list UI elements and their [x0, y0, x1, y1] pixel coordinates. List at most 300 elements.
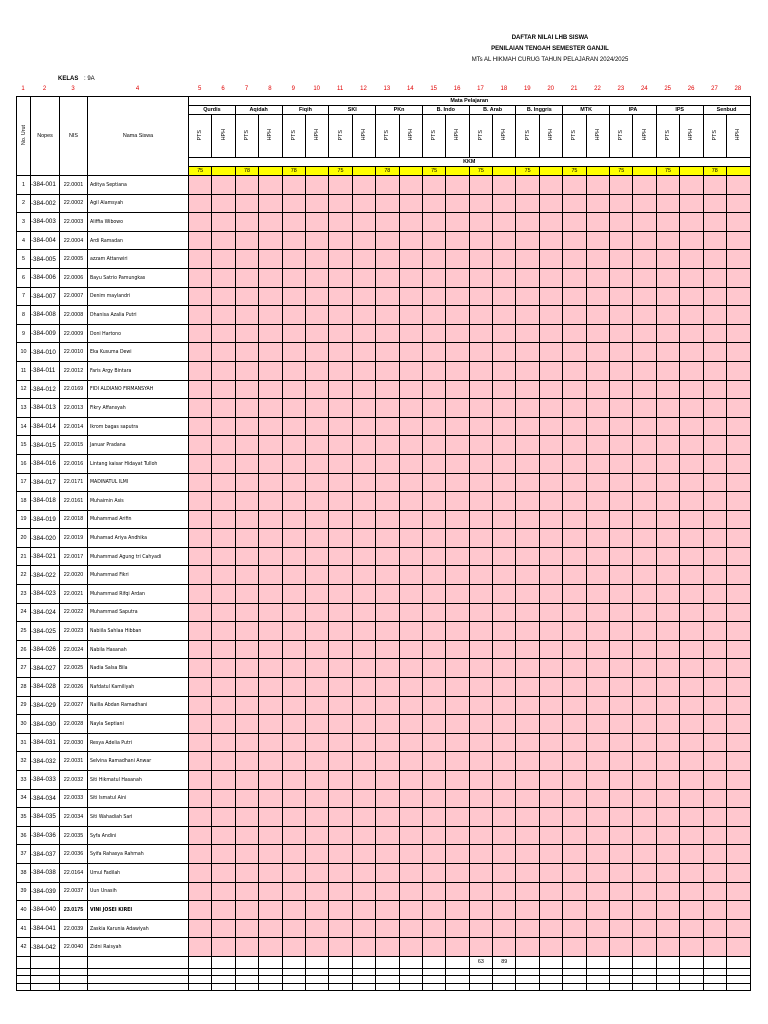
grade-cell[interactable] [282, 343, 305, 362]
grade-cell[interactable] [703, 733, 726, 752]
grade-cell[interactable] [703, 361, 726, 380]
grade-cell[interactable] [282, 585, 305, 604]
grade-cell[interactable] [493, 826, 516, 845]
grade-cell[interactable] [656, 194, 679, 213]
grade-cell[interactable] [539, 566, 562, 585]
grade-cell[interactable] [352, 901, 375, 920]
grade-cell[interactable] [352, 399, 375, 418]
grade-cell[interactable] [189, 659, 212, 678]
grade-cell[interactable] [633, 659, 656, 678]
grade-cell[interactable] [305, 510, 328, 529]
grade-cell[interactable] [680, 343, 703, 362]
grade-cell[interactable] [516, 901, 539, 920]
grade-cell[interactable] [563, 771, 586, 790]
grade-cell[interactable] [305, 287, 328, 306]
grade-cell[interactable] [469, 492, 492, 511]
grade-cell[interactable] [305, 603, 328, 622]
grade-cell[interactable] [235, 733, 258, 752]
grade-cell[interactable] [656, 176, 679, 195]
grade-cell[interactable] [352, 678, 375, 697]
grade-cell[interactable] [610, 826, 633, 845]
grade-cell[interactable] [352, 436, 375, 455]
grade-cell[interactable] [680, 529, 703, 548]
grade-cell[interactable] [656, 678, 679, 697]
grade-cell[interactable] [189, 324, 212, 343]
grade-cell[interactable] [376, 603, 399, 622]
grade-cell[interactable] [446, 622, 469, 641]
grade-cell[interactable] [282, 678, 305, 697]
grade-cell[interactable] [399, 268, 422, 287]
grade-cell[interactable] [399, 919, 422, 938]
grade-cell[interactable] [352, 585, 375, 604]
grade-cell[interactable] [516, 194, 539, 213]
grade-cell[interactable] [726, 882, 750, 901]
grade-cell[interactable] [610, 361, 633, 380]
grade-cell[interactable] [633, 250, 656, 269]
grade-cell[interactable] [656, 659, 679, 678]
grade-cell[interactable] [469, 622, 492, 641]
grade-cell[interactable] [422, 678, 445, 697]
grade-cell[interactable] [563, 306, 586, 325]
grade-cell[interactable] [329, 678, 352, 697]
grade-cell[interactable] [259, 194, 282, 213]
grade-cell[interactable] [703, 380, 726, 399]
grade-cell[interactable] [446, 361, 469, 380]
grade-cell[interactable] [282, 417, 305, 436]
grade-cell[interactable] [493, 659, 516, 678]
grade-cell[interactable] [189, 622, 212, 641]
grade-cell[interactable] [469, 771, 492, 790]
grade-cell[interactable] [469, 826, 492, 845]
grade-cell[interactable] [469, 566, 492, 585]
grade-cell[interactable] [680, 659, 703, 678]
grade-cell[interactable] [212, 696, 235, 715]
grade-cell[interactable] [586, 771, 609, 790]
grade-cell[interactable] [399, 733, 422, 752]
grade-cell[interactable] [235, 566, 258, 585]
grade-cell[interactable] [516, 250, 539, 269]
grade-cell[interactable] [469, 938, 492, 957]
grade-cell[interactable] [305, 399, 328, 418]
grade-cell[interactable] [726, 343, 750, 362]
grade-cell[interactable] [305, 901, 328, 920]
grade-cell[interactable] [680, 585, 703, 604]
grade-cell[interactable] [189, 343, 212, 362]
grade-cell[interactable] [516, 826, 539, 845]
grade-cell[interactable] [282, 938, 305, 957]
grade-cell[interactable] [352, 696, 375, 715]
grade-cell[interactable] [282, 510, 305, 529]
grade-cell[interactable] [189, 733, 212, 752]
grade-cell[interactable] [282, 213, 305, 232]
grade-cell[interactable] [493, 733, 516, 752]
grade-cell[interactable] [329, 287, 352, 306]
grade-cell[interactable] [680, 268, 703, 287]
grade-cell[interactable] [539, 659, 562, 678]
grade-cell[interactable] [189, 547, 212, 566]
grade-cell[interactable] [282, 901, 305, 920]
grade-cell[interactable] [586, 715, 609, 734]
grade-cell[interactable] [399, 454, 422, 473]
grade-cell[interactable] [189, 454, 212, 473]
grade-cell[interactable] [329, 771, 352, 790]
grade-cell[interactable] [376, 863, 399, 882]
grade-cell[interactable] [703, 417, 726, 436]
grade-cell[interactable] [212, 492, 235, 511]
grade-cell[interactable] [376, 213, 399, 232]
grade-cell[interactable] [376, 919, 399, 938]
grade-cell[interactable] [586, 603, 609, 622]
grade-cell[interactable] [656, 231, 679, 250]
grade-cell[interactable] [259, 789, 282, 808]
grade-cell[interactable] [703, 213, 726, 232]
grade-cell[interactable] [610, 882, 633, 901]
grade-cell[interactable] [539, 529, 562, 548]
grade-cell[interactable] [563, 789, 586, 808]
grade-cell[interactable] [352, 213, 375, 232]
grade-cell[interactable] [610, 343, 633, 362]
grade-cell[interactable] [469, 882, 492, 901]
grade-cell[interactable] [305, 659, 328, 678]
grade-cell[interactable] [610, 213, 633, 232]
grade-cell[interactable] [446, 715, 469, 734]
grade-cell[interactable] [235, 176, 258, 195]
grade-cell[interactable] [633, 547, 656, 566]
grade-cell[interactable] [656, 492, 679, 511]
grade-cell[interactable] [493, 585, 516, 604]
grade-cell[interactable] [493, 194, 516, 213]
grade-cell[interactable] [329, 640, 352, 659]
grade-cell[interactable] [703, 324, 726, 343]
grade-cell[interactable] [680, 399, 703, 418]
grade-cell[interactable] [656, 417, 679, 436]
grade-cell[interactable] [305, 585, 328, 604]
grade-cell[interactable] [586, 343, 609, 362]
grade-cell[interactable] [633, 919, 656, 938]
grade-cell[interactable] [446, 603, 469, 622]
grade-cell[interactable] [282, 733, 305, 752]
grade-cell[interactable] [235, 194, 258, 213]
grade-cell[interactable] [399, 306, 422, 325]
grade-cell[interactable] [235, 343, 258, 362]
grade-cell[interactable] [305, 640, 328, 659]
grade-cell[interactable] [726, 213, 750, 232]
grade-cell[interactable] [422, 715, 445, 734]
grade-cell[interactable] [282, 436, 305, 455]
grade-cell[interactable] [212, 547, 235, 566]
grade-cell[interactable] [282, 231, 305, 250]
grade-cell[interactable] [469, 510, 492, 529]
grade-cell[interactable] [399, 566, 422, 585]
grade-cell[interactable] [422, 473, 445, 492]
grade-cell[interactable] [726, 696, 750, 715]
grade-cell[interactable] [352, 529, 375, 548]
grade-cell[interactable] [586, 436, 609, 455]
grade-cell[interactable] [235, 845, 258, 864]
grade-cell[interactable] [399, 640, 422, 659]
grade-cell[interactable] [399, 696, 422, 715]
grade-cell[interactable] [586, 510, 609, 529]
grade-cell[interactable] [516, 585, 539, 604]
grade-cell[interactable] [539, 585, 562, 604]
grade-cell[interactable] [633, 678, 656, 697]
grade-cell[interactable] [376, 938, 399, 957]
grade-cell[interactable] [189, 882, 212, 901]
grade-cell[interactable] [726, 603, 750, 622]
grade-cell[interactable] [446, 529, 469, 548]
grade-cell[interactable] [305, 343, 328, 362]
grade-cell[interactable] [516, 529, 539, 548]
grade-cell[interactable] [189, 529, 212, 548]
grade-cell[interactable] [516, 473, 539, 492]
grade-cell[interactable] [399, 343, 422, 362]
grade-cell[interactable] [259, 771, 282, 790]
grade-cell[interactable] [259, 231, 282, 250]
grade-cell[interactable] [586, 863, 609, 882]
grade-cell[interactable] [586, 696, 609, 715]
grade-cell[interactable] [329, 622, 352, 641]
grade-cell[interactable] [446, 585, 469, 604]
grade-cell[interactable] [703, 845, 726, 864]
grade-cell[interactable] [212, 938, 235, 957]
grade-cell[interactable] [656, 863, 679, 882]
grade-cell[interactable] [539, 882, 562, 901]
grade-cell[interactable] [610, 696, 633, 715]
grade-cell[interactable] [726, 250, 750, 269]
grade-cell[interactable] [726, 417, 750, 436]
grade-cell[interactable] [376, 715, 399, 734]
grade-cell[interactable] [563, 250, 586, 269]
grade-cell[interactable] [493, 901, 516, 920]
grade-cell[interactable] [399, 250, 422, 269]
grade-cell[interactable] [680, 436, 703, 455]
grade-cell[interactable] [469, 417, 492, 436]
grade-cell[interactable] [282, 473, 305, 492]
grade-cell[interactable] [516, 399, 539, 418]
grade-cell[interactable] [610, 919, 633, 938]
grade-cell[interactable] [633, 771, 656, 790]
grade-cell[interactable] [352, 417, 375, 436]
grade-cell[interactable] [446, 938, 469, 957]
grade-cell[interactable] [656, 510, 679, 529]
grade-cell[interactable] [516, 863, 539, 882]
grade-cell[interactable] [212, 789, 235, 808]
grade-cell[interactable] [352, 938, 375, 957]
grade-cell[interactable] [563, 343, 586, 362]
grade-cell[interactable] [680, 492, 703, 511]
grade-cell[interactable] [422, 585, 445, 604]
grade-cell[interactable] [212, 919, 235, 938]
grade-cell[interactable] [212, 454, 235, 473]
grade-cell[interactable] [259, 808, 282, 827]
grade-cell[interactable] [539, 250, 562, 269]
grade-cell[interactable] [399, 901, 422, 920]
grade-cell[interactable] [586, 678, 609, 697]
grade-cell[interactable] [469, 919, 492, 938]
grade-cell[interactable] [282, 529, 305, 548]
grade-cell[interactable] [610, 938, 633, 957]
grade-cell[interactable] [539, 696, 562, 715]
grade-cell[interactable] [305, 213, 328, 232]
grade-cell[interactable] [586, 324, 609, 343]
grade-cell[interactable] [352, 845, 375, 864]
grade-cell[interactable] [329, 529, 352, 548]
grade-cell[interactable] [633, 640, 656, 659]
grade-cell[interactable] [305, 361, 328, 380]
grade-cell[interactable] [446, 901, 469, 920]
grade-cell[interactable] [563, 231, 586, 250]
grade-cell[interactable] [493, 566, 516, 585]
grade-cell[interactable] [352, 454, 375, 473]
grade-cell[interactable] [633, 901, 656, 920]
grade-cell[interactable] [586, 845, 609, 864]
grade-cell[interactable] [610, 287, 633, 306]
grade-cell[interactable] [680, 789, 703, 808]
grade-cell[interactable] [376, 622, 399, 641]
grade-cell[interactable] [189, 845, 212, 864]
grade-cell[interactable] [633, 696, 656, 715]
grade-cell[interactable] [516, 492, 539, 511]
grade-cell[interactable] [305, 622, 328, 641]
grade-cell[interactable] [726, 436, 750, 455]
grade-cell[interactable] [493, 529, 516, 548]
grade-cell[interactable] [259, 863, 282, 882]
grade-cell[interactable] [352, 250, 375, 269]
grade-cell[interactable] [212, 343, 235, 362]
grade-cell[interactable] [189, 901, 212, 920]
grade-cell[interactable] [563, 194, 586, 213]
grade-cell[interactable] [189, 250, 212, 269]
grade-cell[interactable] [446, 808, 469, 827]
grade-cell[interactable] [282, 454, 305, 473]
grade-cell[interactable] [539, 733, 562, 752]
grade-cell[interactable] [422, 901, 445, 920]
grade-cell[interactable] [352, 826, 375, 845]
grade-cell[interactable] [656, 473, 679, 492]
grade-cell[interactable] [446, 789, 469, 808]
grade-cell[interactable] [633, 417, 656, 436]
grade-cell[interactable] [539, 361, 562, 380]
grade-cell[interactable] [469, 752, 492, 771]
grade-cell[interactable] [469, 733, 492, 752]
grade-cell[interactable] [329, 306, 352, 325]
grade-cell[interactable] [563, 808, 586, 827]
grade-cell[interactable] [469, 213, 492, 232]
grade-cell[interactable] [563, 547, 586, 566]
grade-cell[interactable] [399, 622, 422, 641]
grade-cell[interactable] [399, 399, 422, 418]
grade-cell[interactable] [610, 436, 633, 455]
grade-cell[interactable] [259, 678, 282, 697]
grade-cell[interactable] [516, 510, 539, 529]
grade-cell[interactable] [376, 510, 399, 529]
grade-cell[interactable] [282, 547, 305, 566]
grade-cell[interactable] [422, 306, 445, 325]
grade-cell[interactable] [633, 361, 656, 380]
grade-cell[interactable] [422, 789, 445, 808]
grade-cell[interactable] [610, 585, 633, 604]
grade-cell[interactable] [726, 901, 750, 920]
grade-cell[interactable] [212, 529, 235, 548]
grade-cell[interactable] [376, 268, 399, 287]
grade-cell[interactable] [305, 752, 328, 771]
grade-cell[interactable] [493, 622, 516, 641]
grade-cell[interactable] [305, 938, 328, 957]
grade-cell[interactable] [656, 845, 679, 864]
grade-cell[interactable] [282, 845, 305, 864]
grade-cell[interactable] [376, 529, 399, 548]
grade-cell[interactable] [586, 938, 609, 957]
grade-cell[interactable] [212, 510, 235, 529]
grade-cell[interactable] [610, 603, 633, 622]
grade-cell[interactable] [235, 213, 258, 232]
grade-cell[interactable] [656, 771, 679, 790]
grade-cell[interactable] [352, 640, 375, 659]
grade-cell[interactable] [586, 287, 609, 306]
grade-cell[interactable] [235, 659, 258, 678]
grade-cell[interactable] [493, 789, 516, 808]
grade-cell[interactable] [329, 380, 352, 399]
grade-cell[interactable] [212, 826, 235, 845]
grade-cell[interactable] [469, 863, 492, 882]
grade-cell[interactable] [610, 231, 633, 250]
grade-cell[interactable] [680, 194, 703, 213]
grade-cell[interactable] [282, 176, 305, 195]
grade-cell[interactable] [235, 268, 258, 287]
grade-cell[interactable] [259, 566, 282, 585]
grade-cell[interactable] [493, 324, 516, 343]
grade-cell[interactable] [305, 715, 328, 734]
grade-cell[interactable] [539, 938, 562, 957]
grade-cell[interactable] [516, 752, 539, 771]
grade-cell[interactable] [726, 380, 750, 399]
grade-cell[interactable] [446, 696, 469, 715]
grade-cell[interactable] [633, 306, 656, 325]
grade-cell[interactable] [680, 361, 703, 380]
grade-cell[interactable] [305, 176, 328, 195]
grade-cell[interactable] [399, 771, 422, 790]
grade-cell[interactable] [282, 826, 305, 845]
grade-cell[interactable] [329, 454, 352, 473]
grade-cell[interactable] [235, 826, 258, 845]
grade-cell[interactable] [446, 343, 469, 362]
grade-cell[interactable] [259, 622, 282, 641]
grade-cell[interactable] [235, 808, 258, 827]
grade-cell[interactable] [259, 715, 282, 734]
grade-cell[interactable] [422, 399, 445, 418]
grade-cell[interactable] [703, 659, 726, 678]
grade-cell[interactable] [656, 324, 679, 343]
grade-cell[interactable] [656, 901, 679, 920]
grade-cell[interactable] [539, 417, 562, 436]
grade-cell[interactable] [469, 399, 492, 418]
grade-cell[interactable] [493, 882, 516, 901]
grade-cell[interactable] [633, 863, 656, 882]
grade-cell[interactable] [586, 585, 609, 604]
grade-cell[interactable] [352, 473, 375, 492]
grade-cell[interactable] [422, 436, 445, 455]
grade-cell[interactable] [352, 808, 375, 827]
grade-cell[interactable] [680, 696, 703, 715]
grade-cell[interactable] [329, 696, 352, 715]
grade-cell[interactable] [633, 399, 656, 418]
grade-cell[interactable] [610, 510, 633, 529]
grade-cell[interactable] [563, 268, 586, 287]
grade-cell[interactable] [726, 510, 750, 529]
grade-cell[interactable] [633, 938, 656, 957]
grade-cell[interactable] [539, 399, 562, 418]
grade-cell[interactable] [189, 938, 212, 957]
